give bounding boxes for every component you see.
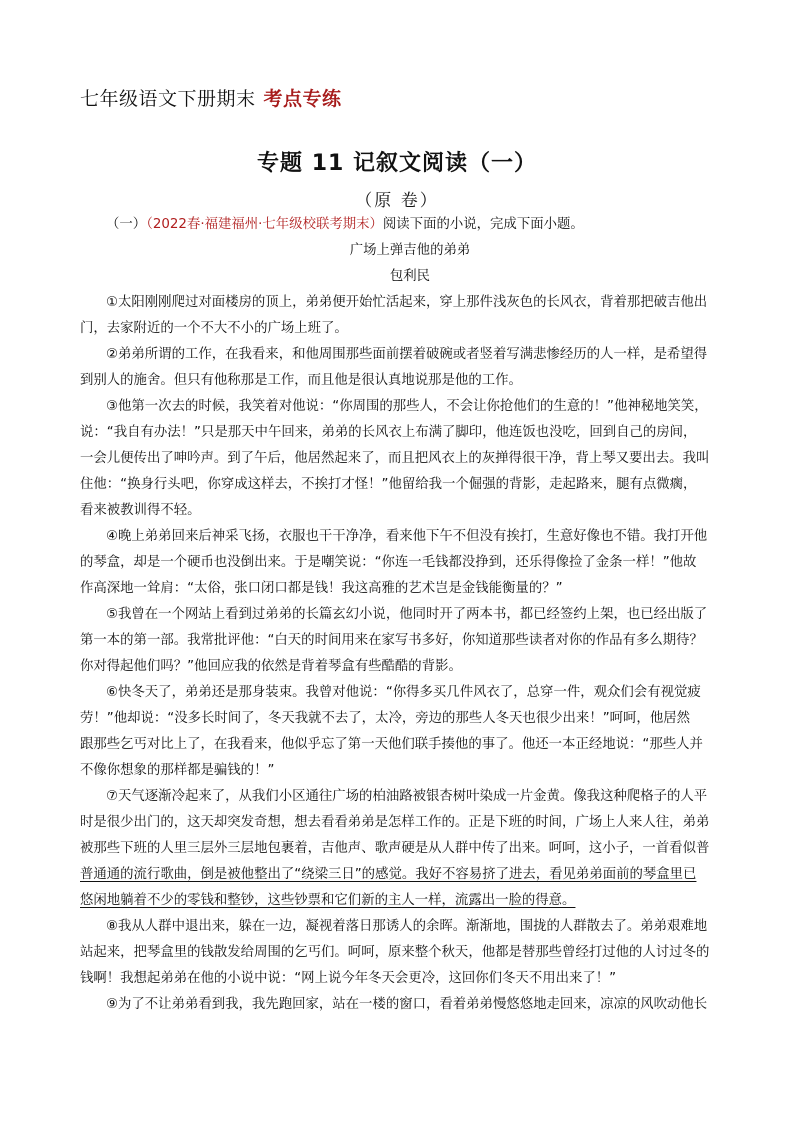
paragraph-line: ⑨为了不让弟弟看到我，我先跑回家，站在一楼的窗口，看着弟弟慢悠悠地走回来，凉凉的风吹动他长 [106,997,708,1012]
underlined-line: 悠闲地躺着不少的零钱和整钞，这些钞票和它们新的主人一样，流露出一脸的得意。 [80,893,576,908]
paragraph-line: 到别人的施舍。但只有他称那是工作，而且他是很认真地说那是他的工作。 [80,373,522,388]
paragraph-line: 的琴盒，却是一个硬币也没倒出来。于是嘲笑说：“你连一毛钱都没挣到，还乐得像捡了金条一样！”他故 [80,555,697,570]
paragraph-line: 住他：“换身行头吧，你穿成这样去，不挨打才怪！”他留给我一个倔强的背影，走起路来，腿有点微瘸， [80,477,697,492]
underlined-line: 普通通的流行歌曲，倒是被他整出了“绕梁三日”的感觉。我好不容易挤了进去，看见弟弟面前的琴盒里已 [80,867,697,882]
paragraph-line: ⑥快冬天了，弟弟还是那身装束。我曾对他说：“你得多买几件风衣了，总穿一件，观众们会有视觉疲 [106,685,701,700]
paragraph-line: ⑦天气逐渐冷起来了，从我们小区通往广场的柏油路被银杏树叶染成一片金黄。像我这种爬格子的人平 [106,789,708,804]
story-author: 包利民 [389,269,431,284]
header-tag: 考点专练 [263,88,342,110]
question-source: （2022春·福建福州·七年级校联考期末） [146,217,383,232]
page-subtitle: （原 卷） [355,191,439,211]
paragraph-line: ⑤我曾在一个网站上看到过弟弟的长篇玄幻小说，他同时开了两本书，都已经签约上架，也已经出版了 [106,607,708,622]
paragraph-line: 跟那些乞丐对比上了，在我看来，他似乎忘了第一天他们联手揍他的事了。他还一本正经地说：“那些人并 [80,737,703,752]
paragraph-line: 劳！”他却说：“没多长时间了，冬天我就不去了，太冷，旁边的那些人冬天也很少出来！”呵呵，他居然 [80,711,690,726]
document-header [80,84,342,111]
question-intro: （一）（2022春·福建福州·七年级校联考期末）阅读下面的小说，完成下面小题。 [106,217,584,232]
paragraph-line: 被那些下班的人里三层外三层地包裹着，吉他声、歌声硬是从人群中传了出来。呵呵，这小子，一首看似普 [80,841,710,856]
paragraph-line: ①太阳刚刚爬过对面楼房的顶上，弟弟便开始忙活起来，穿上那件浅灰色的长风衣，背着那把破吉他出 [106,295,708,310]
paragraph-line: 作高深地一耸肩：“太俗，张口闭口都是钱！我这高雅的艺术岂是金钱能衡量的？” [80,581,563,596]
paragraph-line: ⑧我从人群中退出来，躲在一边，凝视着落日那诱人的余晖。渐渐地，围拢的人群散去了。弟弟艰难地 [106,919,708,934]
paragraph-line: 不像你想象的那样都是骗钱的！” [80,763,275,778]
story-title: 广场上弹吉他的弟弟 [349,243,471,258]
paragraph-line: ②弟弟所谓的工作，在我看来，和他周围那些面前摆着破碗或者竖着写满悲惨经历的人一样，是希望得 [106,347,708,362]
header-course: 七年级语文下册期末 [80,88,256,110]
paragraph-line: ④晚上弟弟回来后神采飞扬，衣服也干干净净，看来他下午不但没有挨打，生意好像也不错。我打开他 [106,529,708,544]
paragraph-line: 站起来，把琴盒里的钱散发给周围的乞丐们。呵呵，原来整个秋天，他都是替那些曾经打过他的人讨过冬的 [80,945,710,960]
paragraph-line: 看来被教训得不轻。 [80,503,201,518]
paragraph-line: 你对得起他们吗？”他回应我的依然是背着琴盒有些酷酷的背影。 [80,659,462,674]
paragraph-line: 第一本的第一部。我常批评他：“白天的时间用来在家写书多好，你知道那些读者对你的作品有多么期待？ [80,633,703,648]
paragraph-line: 钱啊！我想起弟弟在他的小说中说：“网上说今年冬天会更冷，这回你们冬天不用出来了！” [80,971,617,986]
reading-passage [80,212,740,1018]
paragraph-line: 时是很少出门的，这天却突发奇想，想去看看弟弟是怎样工作的。正是下班的时间，广场上人来人往，弟弟 [80,815,710,830]
paragraph-line: 一会儿便传出了呻吟声。到了午后，他居然起来了，而且把风衣上的灰掸得很干净，背上琴又要出去。我叫 [80,451,710,466]
paragraph-line: 说：“我自有办法！”只是那天中午回来，弟弟的长风衣上布满了脚印，他连饭也没吃，回到自己的房间， [80,425,697,440]
page-title: 专题 11 记叙文阅读（一） [257,151,537,176]
paragraph-line: 门，去家附近的一个不大不小的广场上班了。 [80,321,348,336]
paragraph-line: ③他第一次去的时候，我笑着对他说：“你周围的那些人，不会让你抢他们的生意的！”他神秘地笑笑， [106,399,708,414]
